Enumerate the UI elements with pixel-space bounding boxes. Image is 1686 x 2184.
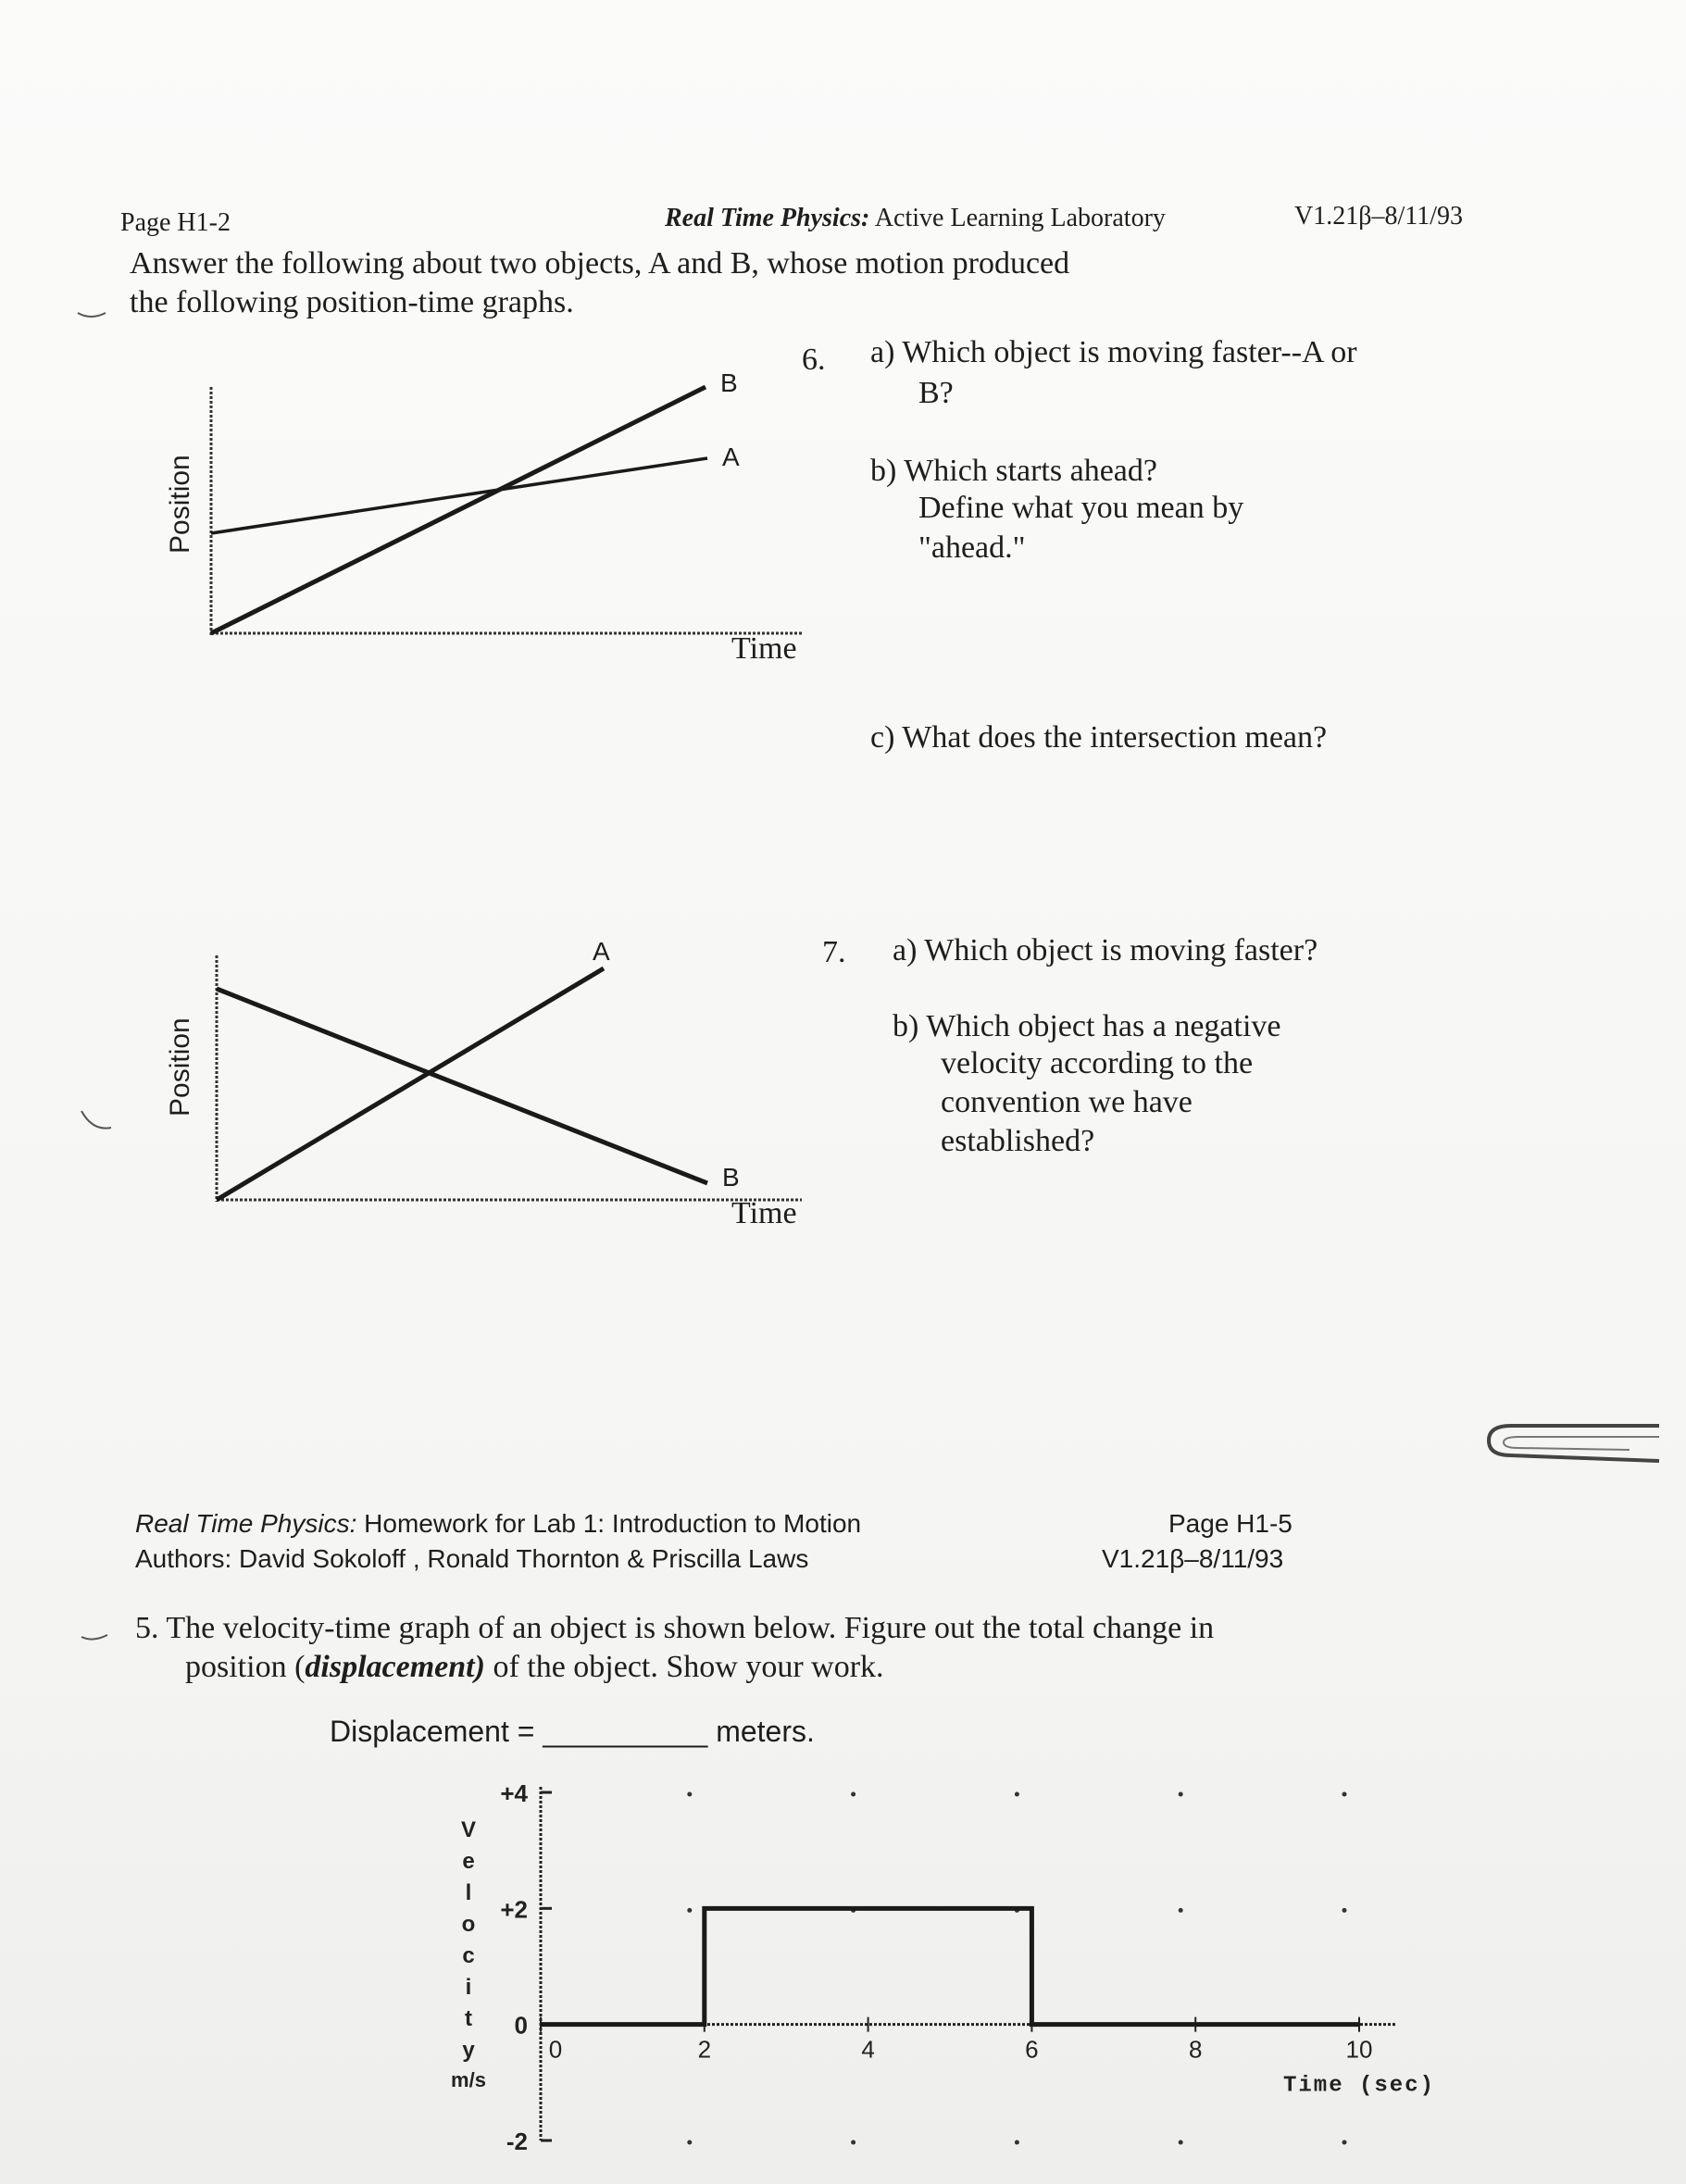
chart-y-label-letter: i xyxy=(465,1975,472,2000)
displacement-blank[interactable]: __________ xyxy=(543,1715,708,1748)
displacement-label: Displacement = xyxy=(330,1715,535,1748)
chart-y-label-letter: l xyxy=(465,1880,472,1905)
chart-grid-dot xyxy=(1343,1792,1347,1797)
page2-version: V1.21β–8/11/93 xyxy=(1102,1544,1284,1573)
chart-grid-dot xyxy=(1179,1792,1183,1797)
chart-series-velocity xyxy=(541,1908,1359,2024)
chart-x-tick-label: 2 xyxy=(697,2035,712,2064)
q6b-line3: "ahead." xyxy=(918,530,1026,565)
page1-header-italic: Real Time Physics: xyxy=(665,204,870,232)
q7b-line3: convention we have xyxy=(941,1085,1193,1119)
q7b-line2: velocity according to the xyxy=(941,1046,1254,1080)
q7a-line1: a) Which object is moving faster? xyxy=(893,933,1318,967)
chart-y-label-units: m/s xyxy=(451,2068,486,2091)
chart-y-tick-label: 0 xyxy=(514,2011,528,2040)
graph2-label-a: A xyxy=(593,937,610,966)
page1-intro-line1: Answer the following about two objects, A and B, whose motion produced xyxy=(130,246,1070,281)
chart-y-label-letter: t xyxy=(465,2006,472,2031)
graph1-ylabel: Position xyxy=(165,455,195,554)
chart-y-label-letter: e xyxy=(462,1849,475,1874)
graph2-ylabel: Position xyxy=(165,1017,195,1117)
chart-grid-dot xyxy=(687,1908,692,1913)
q5-line1: 5. The velocity-time graph of an object is shown below. Figure out the total change in xyxy=(135,1611,1215,1645)
chart-grid-dot xyxy=(1015,1792,1019,1797)
q6a-line2: B? xyxy=(918,376,954,410)
chart-y-label-letter: V xyxy=(460,1817,477,1842)
chart-grid-dot xyxy=(1343,2140,1347,2145)
chart-y-tick-label: +4 xyxy=(500,1779,528,1807)
chart-grid-dot xyxy=(1179,1908,1183,1913)
chart-x-tick-label: 6 xyxy=(1025,2035,1039,2064)
chart-grid-dot xyxy=(687,1792,692,1797)
graph1-label-a: A xyxy=(722,443,740,471)
page1-header-rest: Active Learning Laboratory xyxy=(869,204,1166,232)
page2-authors: Authors: David Sokoloff , Ronald Thornton & Priscilla Laws xyxy=(135,1544,809,1573)
page2-page-label: Page H1-5 xyxy=(1168,1509,1293,1538)
graph1-xlabel: Time xyxy=(731,631,797,666)
page1-version: V1.21β–8/11/93 xyxy=(1294,202,1463,231)
chart-y-label-letter: c xyxy=(462,1943,475,1968)
page2-header-italic: Real Time Physics: xyxy=(135,1509,357,1538)
chart-y-label-letter: y xyxy=(462,2038,475,2063)
q7b-line4: established? xyxy=(941,1124,1095,1158)
chart-grid-dot xyxy=(1179,2140,1183,2145)
page1-intro-line2: the following position-time graphs. xyxy=(130,285,574,319)
chart-x-label: Time (sec) xyxy=(1282,2073,1436,2099)
q7-number: 7. xyxy=(822,935,846,969)
page2-header-rest: Homework for Lab 1: Introduction to Motion xyxy=(356,1509,862,1538)
chart-grid-dot xyxy=(687,2140,692,2145)
q6b-line1: b) Which starts ahead? xyxy=(870,454,1157,488)
chart-y-label-letter: o xyxy=(461,1912,476,1937)
q6a-line1: a) Which object is moving faster--A or xyxy=(870,335,1357,369)
chart-x-tick-label: 4 xyxy=(861,2035,875,2064)
q7b-line1: b) Which object has a negative xyxy=(893,1009,1281,1043)
chart-y-tick-label: +2 xyxy=(500,1895,528,1924)
q6b-line2: Define what you mean by xyxy=(918,491,1244,525)
q6-number: 6. xyxy=(802,343,826,377)
q5-line2-italic: displacement) xyxy=(305,1650,485,1684)
graph2-xlabel: Time xyxy=(731,1196,797,1230)
chart-grid-dot xyxy=(1343,1908,1347,1913)
graph2-label-b: B xyxy=(722,1163,740,1192)
chart-x-tick-label: 0 xyxy=(548,2035,563,2064)
chart-grid-dot xyxy=(1015,2140,1019,2145)
chart-grid-dot xyxy=(851,2140,855,2145)
displacement-units: meters. xyxy=(716,1715,815,1748)
page1-page-label: Page H1-2 xyxy=(120,208,231,237)
graph1-label-b: B xyxy=(720,368,738,397)
chart-grid-dot xyxy=(851,1792,855,1797)
q5-line2-pre: position ( xyxy=(185,1650,306,1684)
chart-x-tick-label: 8 xyxy=(1188,2035,1203,2064)
chart-x-tick-label: 10 xyxy=(1345,2035,1373,2064)
q5-line2-post: of the object. Show your work. xyxy=(484,1650,884,1684)
chart-y-tick-label: -2 xyxy=(506,2128,528,2155)
q6c-line1: c) What does the intersection mean? xyxy=(870,720,1328,755)
